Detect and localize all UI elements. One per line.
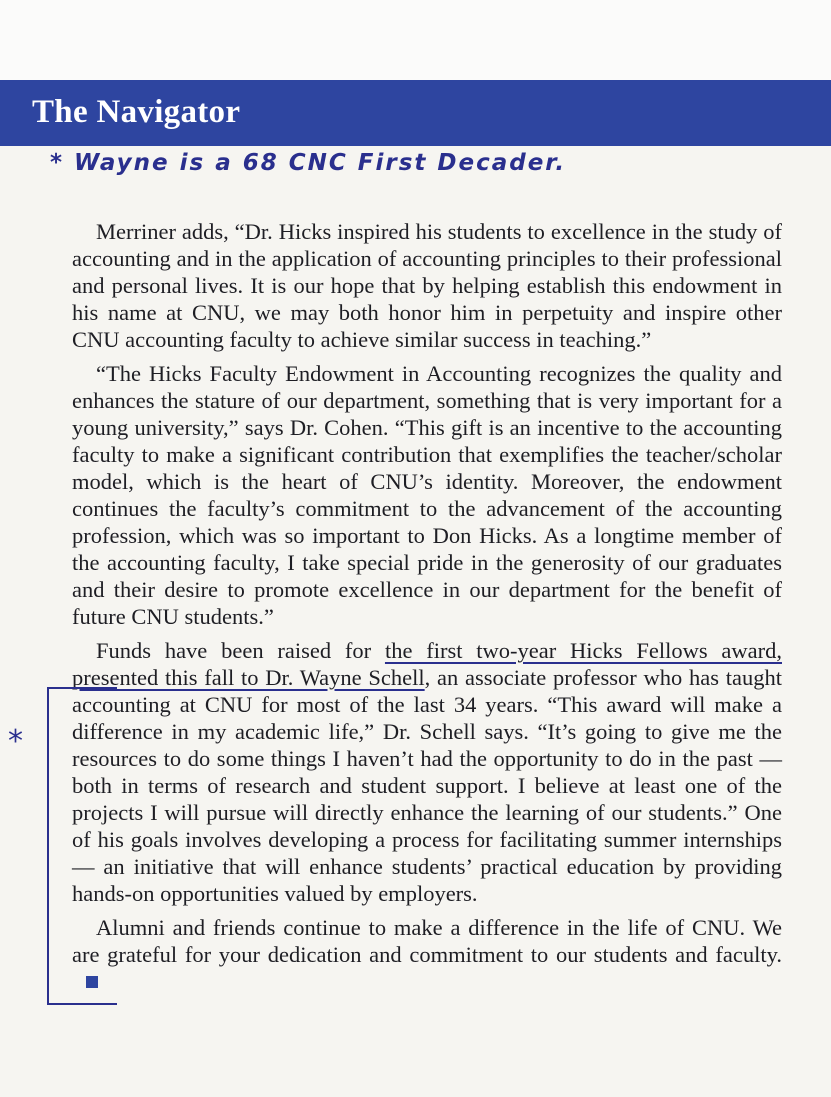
underlined-phrase: the first two-year Hicks Fellows award, presented this fall to Dr. Wayne Schell	[72, 638, 782, 690]
margin-star-icon: *	[8, 724, 23, 759]
page-title: The Navigator	[32, 94, 241, 130]
paragraph-3-rest: , an associate professor who has taught accounting at CNU for most of the last 34 years. “This award will make a difference in my academic life,” Dr. Schell says. “It’s going to give me the resources to do some things I haven’t had the opportunity to do in the past — both in terms of research and student support. I believe at least one of the projects I will pursue will directly enhance the learning of our students.” One of his goals involves developing a process for facilitating summer internships — an initiative that will enhance students’ practical education by providing hands-on opportunities valued by employers.	[72, 665, 782, 906]
paragraph-1: Merriner adds, “Dr. Hicks inspired his students to excellence in the study of accounting and in the application of accounting principles to their professional and personal lives. It is our hope that by helping establish this endowment in his name at CNU, we may both honor him in perpetuity and inspire other CNU accounting faculty to achieve similar success in teaching.”	[72, 219, 782, 352]
handwritten-note: * Wayne is a 68 CNC First Decader.	[50, 150, 567, 176]
paragraph-2: “The Hicks Faculty Endowment in Accounting recognizes the quality and enhances the stature of our department, something that is very important for a young university,” says Dr. Cohen. “This gift is an incentive to the accounting faculty to make a significant contribution that exemplifies the teacher/scholar model, which is the heart of CNU’s identity. Moreover, the endowment continues the faculty’s commitment to the advancement of the accounting profession, which was so important to Don Hicks. As a longtime member of the accounting faculty, I take special pride in the generosity of our graduates and their desire to promote excellence in our department for the benefit of future CNU students.”	[72, 361, 782, 629]
paragraph-3-start: Funds have been raised for	[96, 638, 385, 663]
paragraph-4	[72, 914, 782, 995]
handwritten-bracket	[47, 687, 117, 1005]
paragraph-3	[72, 637, 782, 907]
article-body	[72, 218, 782, 1002]
header-banner	[0, 80, 831, 146]
paragraph-4-text: Alumni and friends continue to make a difference in the life of CNU. We are grateful for your dedication and commitment to our students and faculty.	[72, 915, 782, 967]
top-margin	[0, 0, 831, 80]
